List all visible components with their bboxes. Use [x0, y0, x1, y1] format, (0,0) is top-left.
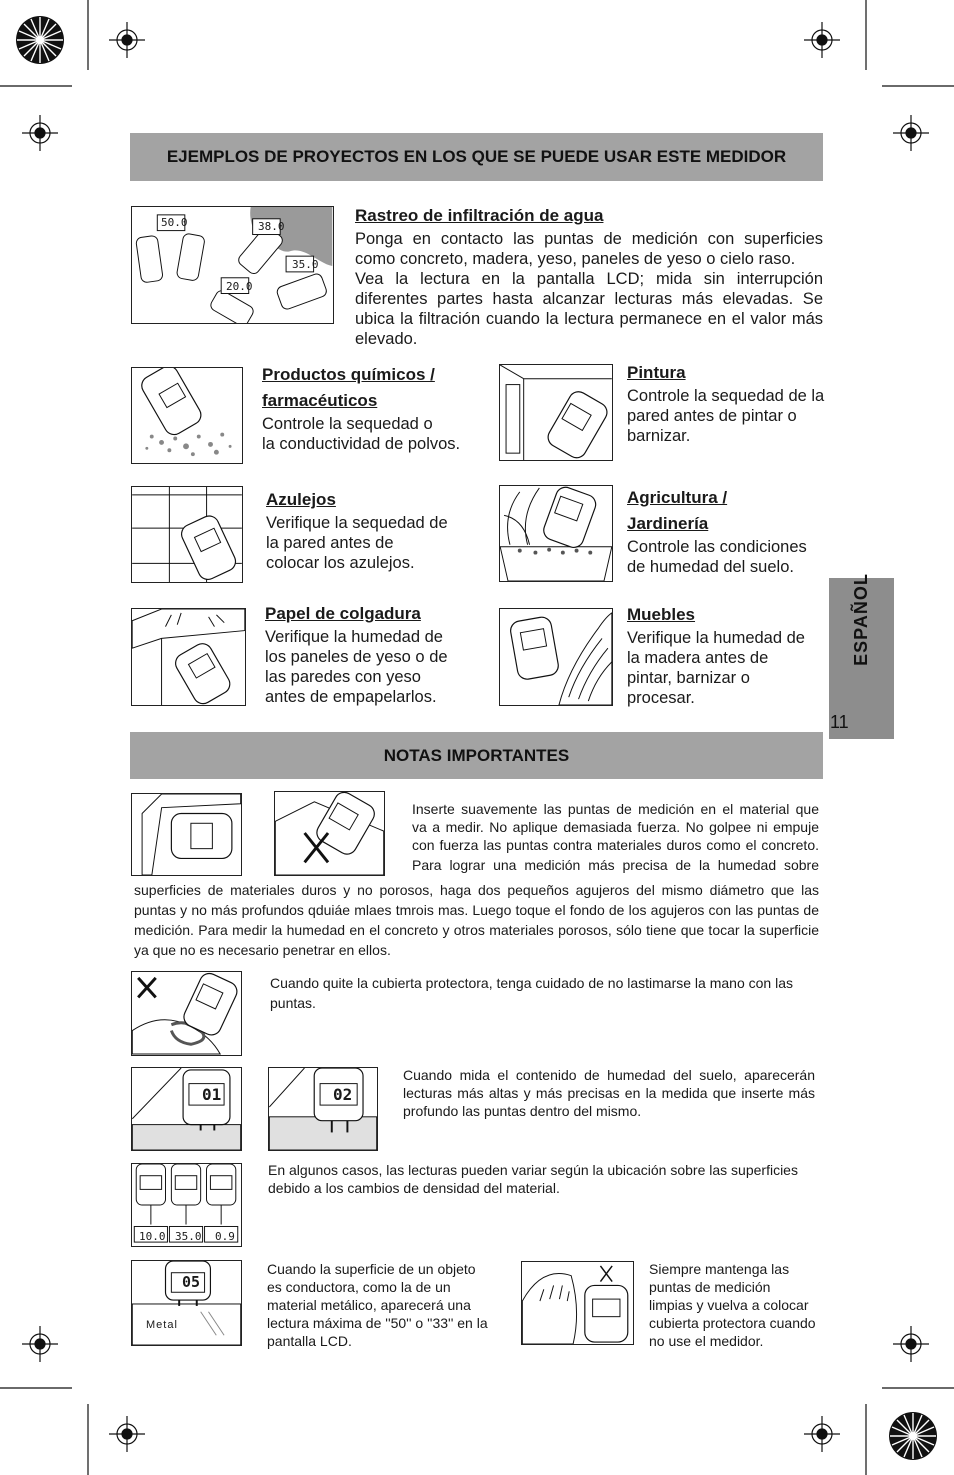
example-paint — [627, 360, 827, 446]
soil-shallow-figure — [131, 1067, 242, 1151]
example-agriculture — [627, 485, 827, 577]
water-infiltration-title: Rastreo de infiltración de agua — [355, 206, 604, 225]
section-banner-notes — [130, 732, 823, 779]
agriculture-figure — [499, 485, 613, 582]
example-title: farmacéuticos — [262, 391, 378, 410]
note-density: En algunos casos, las lecturas pueden variar según la ubicación sobre las superficies debido a los cambios de densidad del material. — [268, 1162, 798, 1196]
example-title: Pintura — [627, 363, 686, 382]
example-text: Controle la sequedad de la pared antes de pintar o barnizar. — [627, 387, 825, 445]
language-label: ESPAÑOL — [851, 573, 871, 666]
metal-label: Metal — [146, 1319, 178, 1331]
example-text: Controle las condiciones de humedad del suelo. — [627, 538, 807, 576]
example-title: Jardinería — [627, 514, 709, 533]
example-text: Verifique la humedad de la madera antes de pintar, barnizar o procesar. — [627, 629, 805, 707]
note-clean: Siempre mantenga las puntas de medición limpias y vuelva a colocar cubierta protectora cuando no use el medidor. — [649, 1261, 816, 1349]
lcd-reading: 02 — [333, 1085, 353, 1104]
note-insert-top — [412, 800, 819, 874]
cover-figure — [131, 971, 242, 1056]
example-tiles — [266, 487, 486, 573]
page-number: 11 — [830, 712, 849, 732]
example-title: Productos químicos / — [262, 365, 435, 384]
note-conductive: Cuando la superficie de un objeto es conductora, como la de un material metálico, aparecerá una lectura máxima de ''50'' o ''33'' en la pantalla LCD. — [267, 1261, 488, 1349]
section-banner-examples — [130, 133, 823, 181]
water-infiltration-text-1: Ponga en contacto las puntas de medición con superficies como concreto, madera, yeso, paneles de yeso o cielo raso. — [355, 230, 823, 268]
lcd-reading: 10.0 — [139, 1230, 166, 1243]
density-figure — [131, 1163, 242, 1247]
soil-deep-figure — [268, 1067, 378, 1151]
note-line: va a medir. No aplique demasiada fuerza. No golpee ni empuje — [412, 819, 819, 835]
example-title: Muebles — [627, 605, 696, 624]
note-cover: Cuando quite la cubierta protectora, tenga cuidado de no lastimarse la mano con las puntas. — [270, 975, 793, 1011]
water-infiltration-text-2: Vea la lectura en la pantalla LCD; mida sin interrupción diferentes partes hasta alcanzar lecturas más elevadas. Se ubica la filtración cuando la lectura permanece en el valor más elevado. — [355, 270, 823, 348]
lcd-reading: 35.0 — [175, 1230, 202, 1243]
wallpaper-figure — [131, 608, 246, 706]
note-insert-rest: superficies de materiales duros y no porosos, haga dos pequeños agujeros del mismo diámetro que las puntas y no más profundos qduiáe mlaes tmrois mas. Luego toque el fondo de los agujeros con las puntas de medición. Para medir la humedad en el concreto y otros materiales porosos, sólo tiene que tocar la superficie ya que no es necesario penetrar en ellos. — [134, 882, 819, 958]
example-title: Azulejos — [266, 490, 336, 509]
chemicals-figure — [131, 367, 243, 464]
water-infiltration-section — [355, 203, 823, 349]
note-line: Inserte suavemente las puntas de medición en el material que — [412, 801, 819, 817]
lcd-reading: 38.0 — [258, 220, 285, 233]
clean-figure — [521, 1261, 634, 1345]
example-title: Papel de colgadura — [265, 604, 421, 623]
note-line: Para lograr una medición más precisa de la humedad sobre — [412, 857, 819, 873]
lcd-reading: 50.0 — [161, 216, 188, 229]
example-chemicals — [262, 362, 487, 454]
lcd-reading: 20.0 — [226, 280, 253, 293]
furniture-figure — [499, 608, 613, 706]
lcd-reading: 05 — [182, 1273, 201, 1291]
lcd-reading: 0.9 — [215, 1230, 235, 1243]
note-soil: Cuando mida el contenido de humedad del suelo, aparecerán lecturas más altas y más precisas en la medida que inserte más profundo las puntas dentro del mismo. — [403, 1067, 815, 1119]
banner-notes-title: NOTAS IMPORTANTES — [383, 745, 570, 765]
paint-figure — [499, 364, 613, 461]
lcd-reading: 35.0 — [292, 258, 319, 271]
tiles-figure — [131, 486, 243, 583]
lcd-reading: 01 — [202, 1085, 222, 1104]
example-text: Controle la sequedad o la conductividad de polvos. — [262, 415, 461, 453]
banner-examples-title: EJEMPLOS DE PROYECTOS EN LOS QUE SE PUEDE USAR ESTE MEDIDOR — [166, 147, 787, 166]
note-line: con fuerza las puntas contra materiales duros como el concreto. — [412, 837, 819, 853]
metal-figure — [131, 1260, 242, 1346]
example-title: Agricultura / — [627, 488, 728, 507]
example-wallpaper — [265, 601, 485, 707]
insert-correct-figure — [131, 793, 242, 876]
water-infiltration-figure — [131, 206, 334, 324]
example-text: Verifique la sequedad de la pared antes de colocar los azulejos. — [266, 514, 448, 572]
example-furniture — [627, 602, 827, 708]
insert-wrong-figure — [274, 791, 385, 876]
example-text: Verifique la humedad de los paneles de yeso o de las paredes con yeso antes de empapelarlos. — [265, 628, 448, 706]
